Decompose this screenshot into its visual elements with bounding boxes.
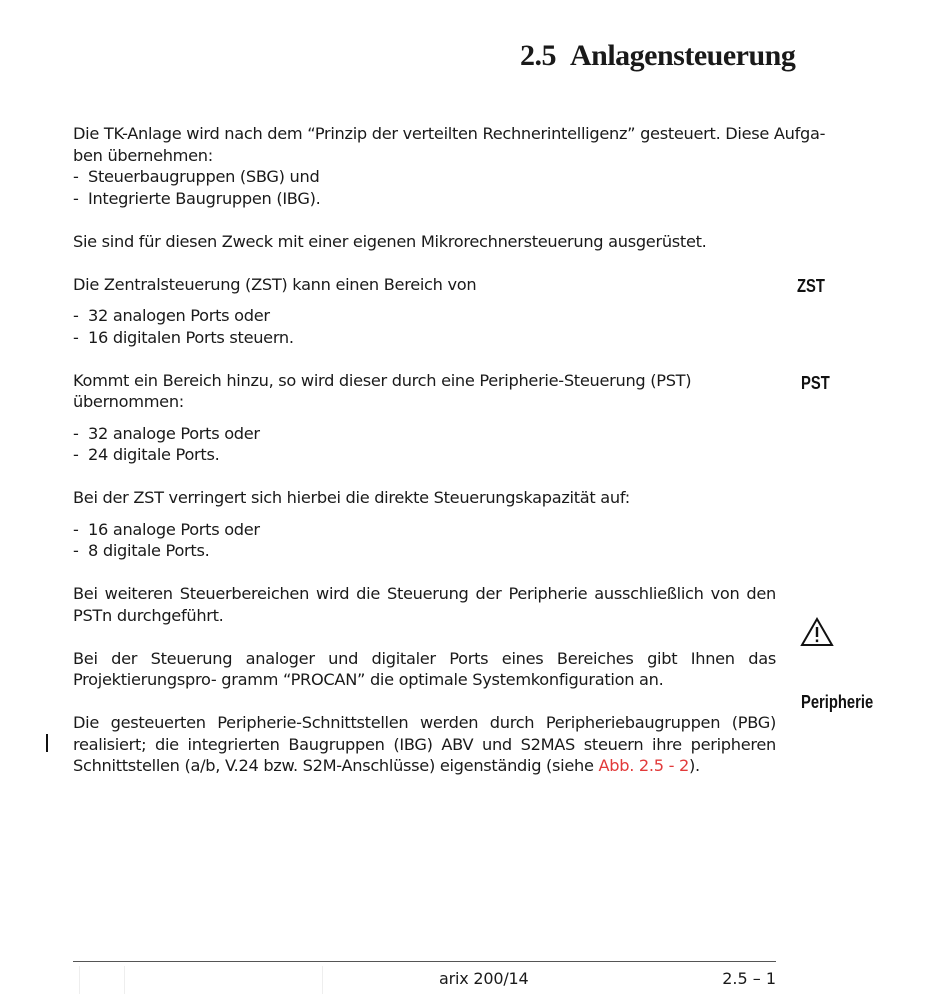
pst-list [73,423,776,466]
peripherie-text: Die gesteuerten Peripherie-Schnittstellen werden durch Peripheriebaugruppen (PBG) realisiert; die integrierten Baugruppen (IBG) ABV und S2MAS steuern ihre peripheren Schnittstellen (a/b, V.24 bzw. S2M-Anschlüsse) eigenständig (siehe [73,713,776,775]
footer-title: arix 200/14 [439,969,529,988]
margin-label-peripherie: Peripherie [801,692,874,712]
list-item: - Steuerbaugruppen (SBG) und [73,167,320,186]
section-number: 2.5 [520,39,556,72]
purpose-paragraph: Sie sind für diesen Zweck mit einer eigenen Mikrorechnersteuerung ausgerüstet. [73,231,707,251]
zst-paragraph: Die Zentralsteuerung (ZST) kann einen Bereich von [73,274,477,294]
footer-page-number: 2.5 – 1 [722,969,776,988]
margin-label-zst: ZST [797,276,825,296]
change-bar [46,734,48,752]
list-item: - 24 digitale Ports. [73,445,220,464]
intro-paragraph [73,123,826,209]
further-paragraph: Bei weiteren Steuerbereichen wird die Steuerung der Peripherie ausschließlich von den PSTn durchgeführt. [73,584,776,625]
procan-paragraph: Bei der Steuerung analoger und digitaler Ports eines Bereiches gibt Ihnen das Projektierungspro- gramm “PROCAN” die optimale Systemkonfiguration an. [73,648,776,689]
list-item: - 32 analoge Ports oder [73,423,260,443]
peripherie-end: ). [689,756,700,775]
peripherie-paragraph [73,712,776,777]
zst-list [73,305,776,348]
footer-divider [79,966,80,994]
intro-line: Die TK-Anlage wird nach dem “Prinzip der verteilten Rechnerintelligenz” gesteuert. Diese Aufga- [73,124,826,143]
reduce-paragraph: Bei der ZST verringert sich hierbei die direkte Steuerungskapazität auf: [73,488,630,507]
margin-label-pst: PST [801,373,830,393]
section-title: Anlagensteuerung [570,39,796,72]
list-item: - 16 digitalen Ports steuern. [73,327,294,347]
pst-paragraph: Kommt ein Bereich hinzu, so wird dieser durch eine Peripherie-Steuerung (PST) übernommen: [73,370,692,411]
list-item: - 32 analogen Ports oder [73,306,270,325]
intro-line-2: ben übernehmen: [73,145,213,165]
footer-divider [322,966,323,994]
warning-triangle-icon [800,617,834,647]
list-item: - 8 digitale Ports. [73,541,210,560]
footer-rule [73,961,776,962]
list-item: - 16 analoge Ports oder [73,519,260,539]
reduce-list [73,519,776,562]
main-text [73,123,826,777]
figure-crossref-link[interactable]: Abb. 2.5 - 2 [598,756,689,775]
footer-divider [124,966,125,994]
list-item: - Integrierte Baugruppen (IBG). [73,188,321,208]
section-heading [520,36,796,76]
